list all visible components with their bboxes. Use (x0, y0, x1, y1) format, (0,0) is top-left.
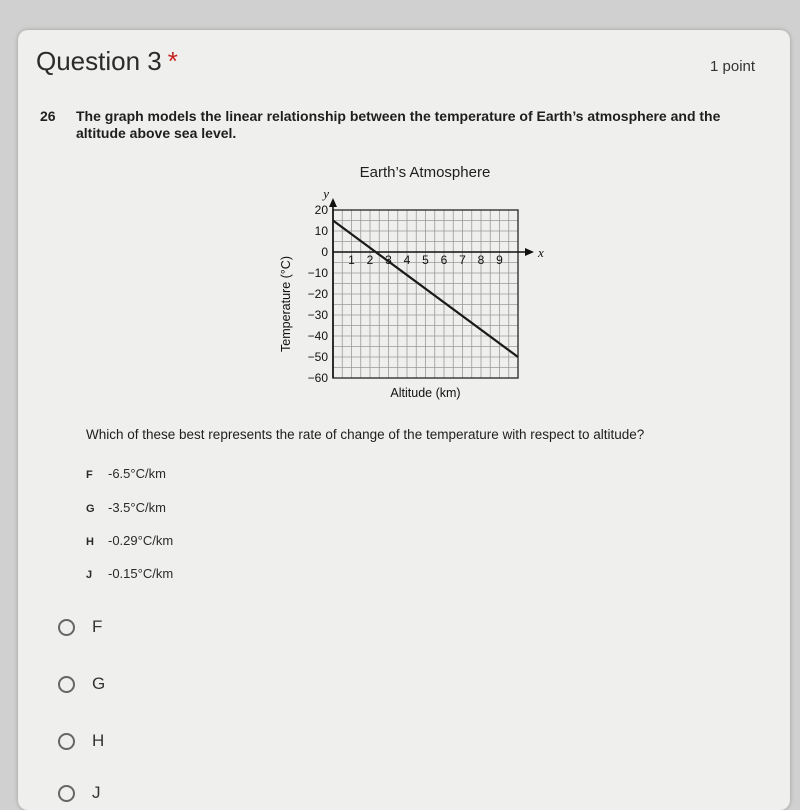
x-tick-label: 9 (496, 253, 503, 267)
option-f[interactable] (58, 617, 102, 637)
y-axis-title: Temperature (°C) (279, 256, 293, 352)
choice-text: -0.29°C/km (108, 533, 174, 548)
choice-text: -0.15°C/km (108, 566, 174, 581)
option-label: J (92, 783, 101, 802)
x-axis-title: Altitude (km) (390, 386, 461, 400)
x-tick-label: 5 (422, 253, 429, 267)
x-tick-label: 1 (348, 253, 355, 267)
choice-g (86, 500, 166, 515)
question-prompt: Which of these best represents the rate of change of the temperature with respect to altitude? (86, 427, 645, 442)
x-tick-label: 8 (477, 253, 485, 267)
x-tick-label: 3 (385, 253, 392, 267)
y-tick-label: −30 (307, 308, 328, 322)
x-axis-arrow (525, 248, 534, 256)
radio-button[interactable] (58, 733, 75, 750)
x-tick-label: 2 (366, 253, 374, 267)
y-axis-arrow (329, 198, 337, 207)
y-tick-label: 20 (314, 203, 328, 217)
choice-letter: H (86, 536, 94, 548)
question-number: 26 (40, 108, 56, 124)
question-title (36, 46, 178, 77)
question-text: The graph models the linear relationship between the temperature of Earth’s atmosphere and the altitude above sea level. (76, 108, 721, 141)
choice-letter: G (86, 503, 95, 515)
x-tick-label: 4 (403, 253, 411, 267)
y-tick-label: 0 (321, 245, 328, 259)
y-tick-label: −60 (307, 371, 328, 385)
y-axis-letter: y (323, 186, 329, 201)
option-label: F (92, 617, 103, 636)
option-j[interactable] (58, 783, 101, 803)
radio-button[interactable] (58, 676, 75, 693)
option-g[interactable] (58, 674, 105, 694)
choice-j (86, 566, 173, 581)
choice-f (86, 466, 166, 481)
x-axis-letter: x (538, 245, 544, 260)
chart-title: Earth’s Atmosphere (359, 164, 491, 181)
required-mark: * (167, 46, 178, 76)
question-title-text: Question 3 (36, 46, 162, 76)
option-label: H (92, 731, 105, 750)
chart (260, 185, 550, 410)
y-tick-label: −10 (307, 266, 328, 280)
choice-letter: J (86, 569, 93, 581)
question-card (18, 30, 790, 810)
y-tick-label: −20 (307, 287, 328, 301)
choice-text: -6.5°C/km (108, 466, 166, 481)
choice-letter: F (86, 469, 93, 481)
option-label: G (92, 674, 106, 693)
y-tick-label: 10 (314, 224, 328, 238)
y-tick-label: −40 (307, 329, 328, 343)
x-tick-label: 7 (459, 253, 466, 267)
choice-text: -3.5°C/km (108, 500, 166, 515)
radio-button[interactable] (58, 619, 75, 636)
points-label: 1 point (710, 58, 756, 75)
radio-button[interactable] (58, 785, 75, 802)
y-tick-label: −50 (307, 350, 328, 364)
choice-h (86, 533, 173, 548)
x-tick-label: 6 (440, 253, 448, 267)
option-h[interactable] (58, 731, 104, 751)
